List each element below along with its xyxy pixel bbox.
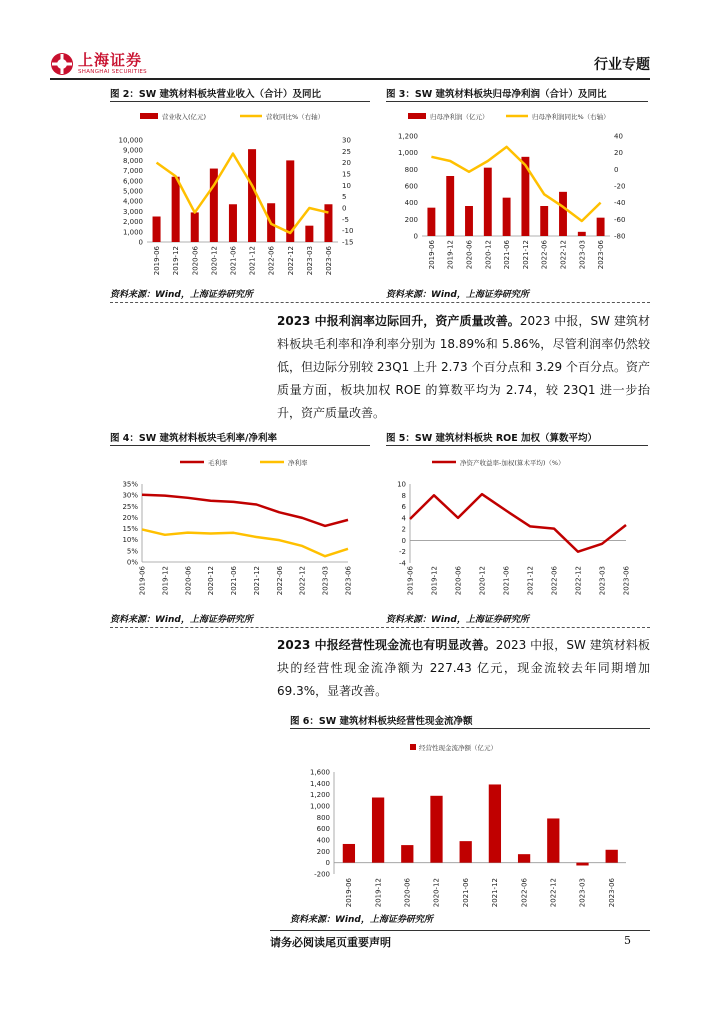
y-tick-label: 600 [316,825,330,834]
bar [430,796,442,863]
y-tick-label: -2 [399,548,406,557]
series-line [142,529,348,556]
y-tick-label: 20% [122,513,138,522]
legend-bar-swatch [140,113,158,119]
figure-5-title: 图 5：SW 建筑材料板块 ROE 加权（算数平均） [386,433,598,444]
legend-label: 净资产收益率-加权(算术平均)（%） [460,459,565,467]
y-tick-label-right: 15 [342,170,351,179]
figure-4-title: 图 4：SW 建筑材料板块毛利率/净利率 [110,433,278,444]
y-tick-label-left: 6,000 [122,177,143,186]
y-tick-label-right: 40 [614,132,623,141]
x-tick-label: 2021-12 [252,566,261,596]
figure-2-title: 图 2：SW 建筑材料板块营业收入（合计）及同比 [110,89,322,100]
figure-5-chart [386,448,648,608]
x-tick-label: 2022-06 [267,246,276,276]
y-tick-label: 0% [126,558,138,567]
footer-divider [270,930,650,931]
y-tick-label: -4 [399,559,406,568]
y-tick-label-right: 10 [342,181,351,190]
y-tick-label-right: -40 [614,199,626,208]
x-tick-label: 2023-06 [597,240,606,270]
bar [372,798,384,863]
x-tick-label: 2020-06 [191,246,200,276]
y-tick-label: 10% [122,536,138,545]
footer-disclaimer-note: 请务必阅读尾页重要声明 [270,936,391,949]
y-tick-label-left: 2,000 [122,218,143,227]
y-tick-label: 10 [397,480,406,489]
paragraph-2-heading: 2023 中报经营性现金流也有明显改善。 [277,638,496,652]
figure-6-chart [290,732,650,912]
x-tick-label: 2020-06 [454,566,463,596]
source-divider [110,302,650,303]
figure-3-chart [386,104,648,282]
y-tick-label-left: 8,000 [122,156,143,165]
y-tick-label-right: 20 [342,159,351,168]
x-tick-label: 2019-12 [374,878,383,908]
x-tick-label: 2023-03 [321,566,330,596]
bar [540,206,548,236]
x-tick-label: 2021-06 [230,566,239,596]
x-tick-label: 2020-12 [478,566,487,596]
x-tick-label: 2023-03 [578,240,587,270]
x-tick-label: 2019-06 [138,566,147,596]
y-tick-label-left: 7,000 [122,167,143,176]
x-tick-label: 2019-06 [345,878,354,908]
x-tick-label: 2020-06 [403,878,412,908]
y-tick-label-right: -10 [342,227,354,236]
figure-3-title-rule [386,101,648,102]
legend-label: 营业收入(亿元) [162,113,207,121]
x-tick-label: 2019-12 [161,566,170,596]
y-tick-label: 5% [126,547,138,556]
y-tick-label-left: 4,000 [122,197,143,206]
bar [460,841,472,863]
y-tick-label-left: 3,000 [122,207,143,216]
x-tick-label: 2023-06 [607,878,616,908]
bar [401,845,413,863]
figure-4-chart [110,448,370,608]
x-tick-label: 2023-03 [598,566,607,596]
y-tick-label-left: 1,000 [122,228,143,237]
legend-bar-swatch [410,744,416,750]
y-tick-label: 1,400 [309,779,330,788]
x-tick-label: 2023-06 [344,566,353,596]
y-tick-label: 800 [316,813,330,822]
bar [576,863,588,866]
figure-6-title: 图 6：SW 建筑材料板块经营性现金流净额 [290,716,473,727]
bar [578,232,586,236]
y-tick-label: 0 [325,859,330,868]
y-tick-label-left: 9,000 [122,146,143,155]
x-tick-label: 2019-06 [427,240,436,270]
legend-label: 营收同比%（右轴） [266,113,325,121]
y-tick-label-left: 400 [404,199,418,208]
x-tick-label: 2019-06 [153,246,162,276]
x-tick-label: 2022-06 [550,566,559,596]
bar [427,208,435,236]
bar [153,217,161,243]
legend-bar-swatch [408,113,426,119]
x-tick-label: 2020-12 [207,566,216,596]
y-tick-label-right: -20 [614,182,626,191]
x-tick-label: 2022-12 [549,878,558,908]
y-tick-label-left: 200 [404,215,418,224]
series-line [157,154,329,233]
bar [484,168,492,236]
figure-6-title-rule [290,728,650,729]
figure-5-source: 资料来源：Wind，上海证券研究所 [386,615,529,625]
y-tick-label-left: 1,200 [397,132,418,141]
figure-5-title-rule [386,445,648,446]
y-tick-label: 200 [316,847,330,856]
x-tick-label: 2023-06 [622,566,631,596]
x-tick-label: 2021-06 [229,246,238,276]
x-tick-label: 2019-06 [406,566,415,596]
bar [465,206,473,236]
series-line [142,495,348,526]
legend-label: 净利率 [288,459,308,467]
y-tick-label: 1,600 [309,768,330,777]
bar [606,850,618,863]
x-tick-label: 2022-06 [540,240,549,270]
x-tick-label: 2020-06 [465,240,474,270]
x-tick-label: 2022-12 [286,246,295,276]
bar [597,218,605,236]
x-tick-label: 2020-12 [484,240,493,270]
y-tick-label: 2 [401,525,406,534]
legend-label: 归母净利润同比%（右轴） [532,113,610,121]
y-tick-label: 30% [122,491,138,500]
y-tick-label: -200 [314,870,330,879]
legend-label: 经营性现金流净额（亿元） [419,744,497,752]
bar [324,204,332,242]
y-tick-label-left: 5,000 [122,187,143,196]
bar [172,177,180,242]
y-tick-label-left: 0 [413,232,418,241]
x-tick-label: 2023-06 [324,246,333,276]
y-tick-label-left: 1,000 [397,149,418,158]
bar [305,226,313,242]
y-tick-label: 8 [401,491,406,500]
x-tick-label: 2019-12 [446,240,455,270]
bar [343,844,355,863]
y-tick-label-right: -5 [342,215,349,224]
figure-2-source: 资料来源：Wind，上海证券研究所 [110,290,253,300]
y-tick-label-left: 0 [138,238,143,247]
source-divider-2 [110,627,650,628]
x-tick-label: 2020-12 [432,878,441,908]
bar [547,818,559,862]
bar [518,854,530,862]
report-type: 行业专题 [594,57,650,73]
logo-text: 上海证券 [78,50,143,69]
y-tick-label-right: 5 [342,193,347,202]
figure-4-source: 资料来源：Wind，上海证券研究所 [110,615,253,625]
figure-3-source: 资料来源：Wind，上海证券研究所 [386,290,529,300]
x-tick-label: 2022-12 [298,566,307,596]
legend-label: 归母净利润（亿元） [430,113,489,121]
figure-2-title-rule [110,101,370,102]
y-tick-label-right: 30 [342,136,351,145]
y-tick-label-right: -60 [614,215,626,224]
y-tick-label: 25% [122,502,138,511]
bar [446,176,454,236]
y-tick-label: 400 [316,836,330,845]
x-tick-label: 2021-12 [526,566,535,596]
y-tick-label-left: 800 [404,165,418,174]
x-tick-label: 2021-06 [503,240,512,270]
company-logo [50,52,147,76]
bar [503,198,511,236]
paragraph-margin-recovery [277,310,650,425]
series-line [431,147,600,221]
figure-6-source: 资料来源：Wind，上海证券研究所 [290,915,433,925]
paragraph-2-text: 2023 中报，SW 建筑材料板块的经营性现金流净额为 227.43 亿元，现金流较去年同期增加 69.3%，显著改善。 [277,638,651,698]
figure-4-title-rule [110,445,370,446]
header-divider [50,78,650,80]
x-tick-label: 2022-12 [574,566,583,596]
y-tick-label-left: 600 [404,182,418,191]
y-tick-label: 1,000 [309,802,330,811]
x-tick-label: 2021-12 [491,878,500,908]
x-tick-label: 2023-03 [305,246,314,276]
bar [191,212,199,242]
x-tick-label: 2021-12 [521,240,530,270]
y-tick-label: 1,200 [309,791,330,800]
y-tick-label: 35% [122,480,138,489]
y-tick-label: 15% [122,525,138,534]
x-tick-label: 2020-06 [184,566,193,596]
y-tick-label: 4 [401,514,406,523]
series-line [410,494,626,552]
paragraph-cashflow [277,634,650,703]
y-tick-label-right: -15 [342,238,354,247]
x-tick-label: 2019-12 [172,246,181,276]
x-tick-label: 2023-03 [578,878,587,908]
y-tick-label-right: 0 [342,204,347,213]
bar [489,784,501,862]
x-tick-label: 2021-06 [461,878,470,908]
y-tick-label-left: 10,000 [118,136,143,145]
figure-3-title: 图 3：SW 建筑材料板块归母净利润（合计）及同比 [386,89,607,100]
bar [248,149,256,242]
y-tick-label: 6 [401,503,406,512]
y-tick-label-right: 20 [614,149,623,158]
x-tick-label: 2020-12 [210,246,219,276]
x-tick-label: 2022-06 [520,878,529,908]
logo-text-en: SHANGHAI SECURITIES [78,68,147,75]
x-tick-label: 2021-06 [502,566,511,596]
paragraph-1-text: 2023 中报，SW 建筑材料板块毛利率和净利率分别为 18.89%和 5.86%，尽管利润率仍然较低，但边际分别较 23Q1 上升 2.73 个百分点和 3.29 个百分点。资产质量方面，板块加权 ROE 的算数平均为 2.74，较 23Q1 进一步抬升，资产质量改善。 [277,314,651,420]
logo-icon [50,52,74,76]
bar [559,192,567,236]
figure-2-chart [110,104,370,282]
y-tick-label-right: 25 [342,147,351,156]
page-number: 5 [624,934,631,947]
x-tick-label: 2019-12 [430,566,439,596]
x-tick-label: 2022-12 [559,240,568,270]
legend-label: 毛利率 [208,459,228,467]
bar [229,204,237,242]
x-tick-label: 2021-12 [248,246,257,276]
x-tick-label: 2022-06 [275,566,284,596]
y-tick-label-right: -80 [614,232,626,241]
y-tick-label: 0 [401,536,406,545]
paragraph-1-heading: 2023 中报利润率边际回升，资产质量改善。 [277,314,520,328]
y-tick-label-right: 0 [614,165,619,174]
